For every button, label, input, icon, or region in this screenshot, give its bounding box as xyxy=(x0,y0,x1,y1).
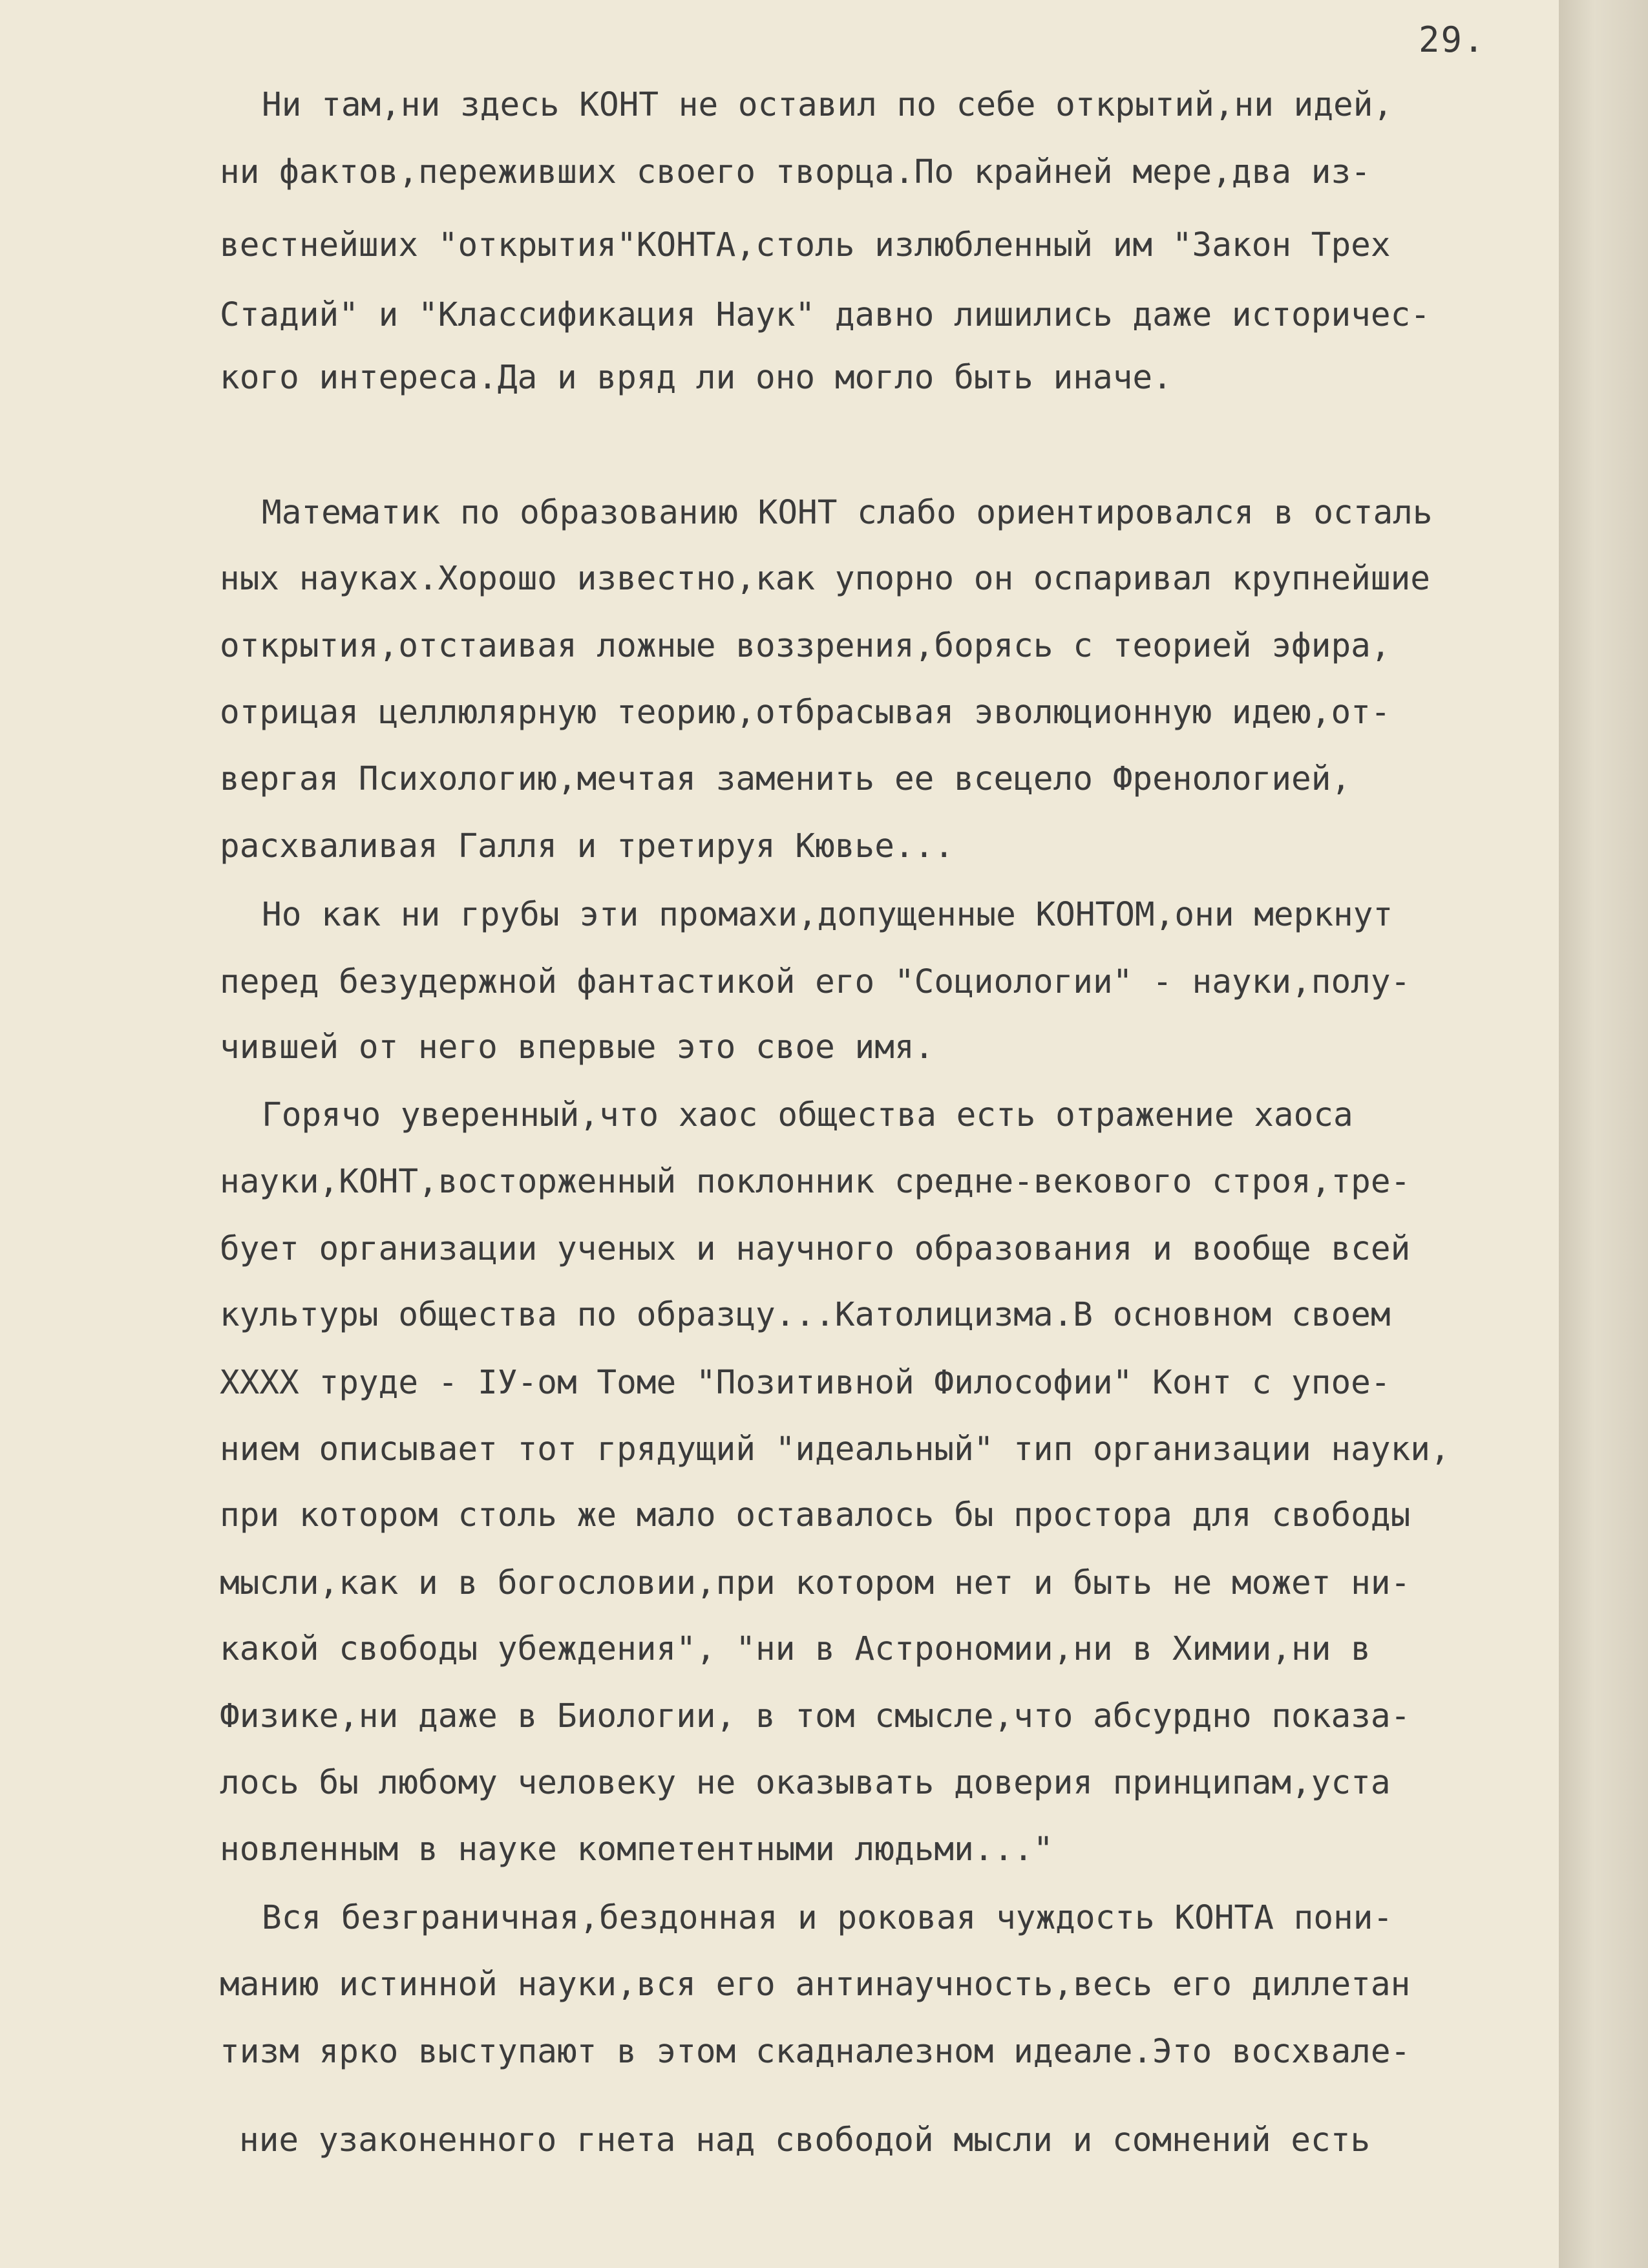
text-line-4: Стадий" и "Классификация Наук" давно лишились даже историчес- xyxy=(220,296,1430,334)
text-line-27: Вся безграничная,бездонная и роковая чуждость КОНТА пони- xyxy=(262,1899,1393,1937)
text-line-23: какой свободы убеждения", "ни в Астрономии,ни в Химии,ни в xyxy=(220,1630,1371,1668)
text-line-14: чившей от него впервые это свое имя. xyxy=(220,1028,935,1066)
text-line-21: при котором столь же мало оставалось бы простора для свободы xyxy=(220,1496,1411,1534)
text-line-1: Ни там,ни здесь КОНТ не оставил по себе открытий,ни идей, xyxy=(262,86,1393,124)
text-line-24: Физике,ни даже в Биологии, в том смысле,что абсурдно показа- xyxy=(220,1697,1411,1735)
text-line-2: ни фактов,переживших своего творца.По крайней мере,два из- xyxy=(220,153,1371,191)
text-line-17: бует организации ученых и научного образования и вообще всей xyxy=(220,1230,1411,1268)
text-line-30: ние узаконенного гнета над свободой мысли и сомнений есть xyxy=(239,2121,1371,2159)
text-line-5: кого интереса.Да и вряд ли оно могло быть иначе. xyxy=(220,359,1172,397)
text-line-7: ных науках.Хорошо известно,как упорно он оспаривал крупнейшие xyxy=(220,560,1430,598)
text-line-25: лось бы любому человеку не оказывать доверия принципам,уста xyxy=(220,1764,1391,1802)
text-line-19: XXXX труде - IУ-ом Томе "Позитивной Философии" Конт с упое- xyxy=(220,1364,1391,1402)
page-edge-shadow xyxy=(1559,0,1648,2268)
text-line-26: новленным в науке компетентными людьми..." xyxy=(220,1830,1053,1869)
text-line-28: манию истинной науки,вся его антинаучность,весь его диллетан xyxy=(220,1966,1411,2004)
text-line-13: перед безудержной фантастикой его "Социологии" - науки,полу- xyxy=(220,963,1411,1001)
text-line-22: мысли,как и в богословии,при котором нет и быть не может ни- xyxy=(220,1564,1411,1602)
text-line-11: расхваливая Галля и третируя Кювье... xyxy=(220,827,955,865)
text-line-18: культуры общества по образцу...Католицизма.В основном своем xyxy=(220,1296,1391,1334)
text-line-29: тизм ярко выступают в этом скадналезном идеале.Это восхвале- xyxy=(220,2033,1411,2071)
text-line-15: Горячо уверенный,что хаос общества есть отражение хаоса xyxy=(262,1096,1353,1134)
text-line-20: нием описывает тот грядущий "идеальный" тип организации науки, xyxy=(220,1430,1450,1468)
text-line-10: вергая Психологию,мечтая заменить ее всецело Френологией, xyxy=(220,760,1351,798)
text-line-3: вестнейших "открытия"КОНТА,столь излюбленный им "Закон Трех xyxy=(220,226,1391,264)
text-line-9: отрицая целлюлярную теорию,отбрасывая эволюционную идею,от- xyxy=(220,694,1391,732)
page-number: 29. xyxy=(1419,19,1486,60)
text-line-16: науки,КОНТ,восторженный поклонник средне-векового строя,тре- xyxy=(220,1163,1411,1201)
text-line-12: Но как ни грубы эти промахи,допущенные КОНТОМ,они меркнут xyxy=(262,896,1393,934)
text-line-6: Математик по образованию КОНТ слабо ориентировался в осталь xyxy=(262,494,1433,532)
text-line-8: открытия,отстаивая ложные воззрения,борясь с теорией эфира, xyxy=(220,627,1391,665)
